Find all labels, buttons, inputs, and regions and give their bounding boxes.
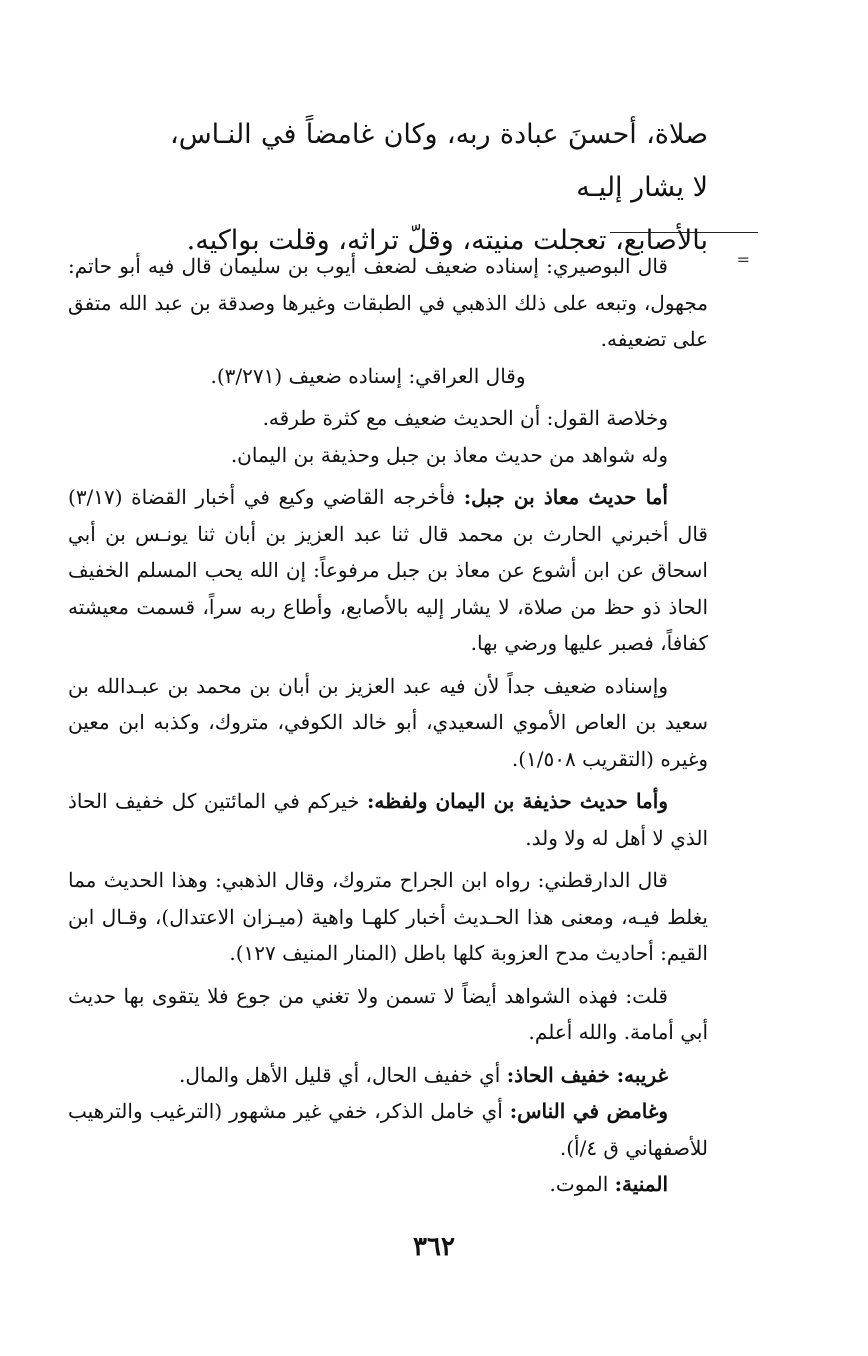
gharib-text: أي خفيف الحال، أي قليل الأهل والمال. xyxy=(179,1062,507,1087)
ghamid-heading: وغامض في الناس: xyxy=(509,1099,668,1123)
gharib-heading: غريبه: خفيف الحاذ: xyxy=(506,1062,668,1087)
footnote-iraqi: وقال العراقي: إسناده ضعيف (٣/٢٧١). xyxy=(210,363,526,388)
footnote-witnesses: وله شواهد من حديث معاذ بن جبل وحذيفة بن اليمان. xyxy=(230,442,668,467)
footnote-conclusion: وخلاصة القول: أن الحديث ضعيف مع كثرة طرقه. xyxy=(262,406,668,430)
main-text xyxy=(170,108,708,267)
footnote-daraqutni: قال الدارقطني: رواه ابن الجراح متروك، وقال الذهبي: وهذا الحديث مما يغلط فيـه، ومعنى هذا الحـديث أخبار كلهـا واهية (ميـزان الاعتدال)، وقـال ابن القيم: أحاديث مدح العزوبة كلها باطل (المنار المنيف ١٢٧). xyxy=(68,868,708,965)
footnote-separator xyxy=(610,232,758,233)
footnote-hudhayfa xyxy=(68,783,708,856)
footnote-muadh xyxy=(68,479,708,662)
muadh-text: فأخرجه القاضي وكيع في أخبار القضاة (٣/١٧) قال أخبرني الحارث بن محمد قال ثنا عبد العزيز بن أبان ثنا يونـس بن أبي اسحاق عن ابن أشوع عن معاذ بن جبل مرفوعاً: إن الله يحب المسلم الخفيف الحاذ ذو حظ من صلاة، لا يشار إليه بالأصابع، وأطاع ربه سراً، قسمت معيشته كفافاً، فصبر عليها ورضي بها. xyxy=(68,485,708,655)
continuation-marker: = xyxy=(736,250,750,269)
footnote-ghamid xyxy=(68,1093,708,1166)
footnote-qultu: قلت: فهذه الشواهد أيضاً لا تسمن ولا تغني من جوع فلا يتقوى بها حديث أبي أمامة. والله أعلم. xyxy=(68,983,708,1044)
hudhayfa-heading: وأما حديث حذيفة بن اليمان ولفظه: xyxy=(367,789,668,813)
hudhayfa-text: خيركم في المائتين كل خفيف الحاذ الذي لا أهل له ولا ولد. xyxy=(68,789,708,850)
footnote-maniyya xyxy=(68,1166,708,1203)
main-text-line-1: صلاة، أحسنَ عبادة ربه، وكان غامضاً في النـاس، لا يشار إليـه xyxy=(170,119,708,203)
ghamid-text: أي خامل الذكر، خفي غير مشهور (الترغيب والترهيب للأصفهاني ق ٤/أ). xyxy=(68,1099,708,1160)
muadh-heading: أما حديث معاذ بن جبل: xyxy=(463,485,668,509)
footnote-busiri: قال البوصيري: إسناده ضعيف لضعف أيوب بن سليمان قال فيه أبو حاتم: مجهول، وتبعه على ذلك الذهبي في الطبقات وغيرها وصدقة بن عبد الله متفق على تضعيفه. xyxy=(68,254,708,351)
footnotes xyxy=(68,248,708,1203)
page-number: ٣٦٢ xyxy=(413,1232,455,1262)
maniyya-heading: المنية: xyxy=(614,1172,668,1196)
footnote-gharib xyxy=(68,1057,708,1094)
maniyya-text: الموت. xyxy=(549,1172,615,1196)
footnote-isnad: وإسناده ضعيف جداً لأن فيه عبد العزيز بن أبان بن محمد بن عبـدالله بن سعيد بن العاص الأموي السعيدي، أبو خالد الكوفي، متروك، وكذبه ابن معين وغيره (التقريب ١/٥٠٨). xyxy=(68,673,708,771)
main-text-line-2: بالأصابع، تعجلت منيته، وقلّ تراثه، وقلت بواكيه. xyxy=(186,225,708,256)
